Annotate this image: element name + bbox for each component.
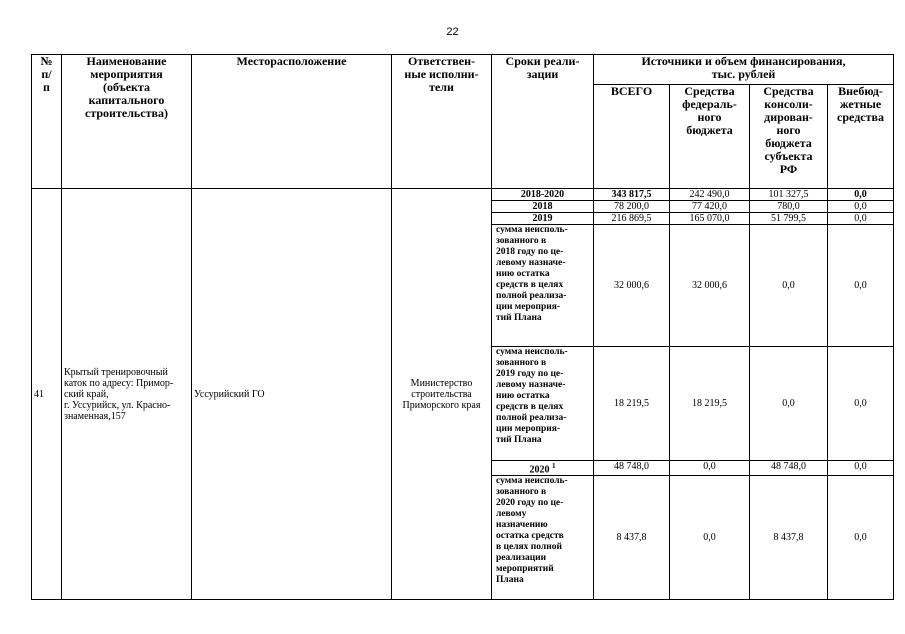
federal-cell: 0,0 <box>670 476 750 600</box>
extra-cell: 0,0 <box>828 213 894 225</box>
extra-cell: 0,0 <box>828 461 894 476</box>
table-row <box>32 189 894 201</box>
header-sources: Источники и объем финансирования, тыс. рублей <box>594 55 894 85</box>
header-terms: Сроки реали- зации <box>492 55 594 189</box>
term-note-cell: сумма неисполь- зованного в 2019 году по це- левому назначе- нию остатка средств в целях полной реализа- ции мероприя- тий Плана <box>492 347 594 461</box>
header-responsible: Ответствен- ные исполни- тели <box>392 55 492 189</box>
regional-cell: 48 748,0 <box>750 461 828 476</box>
extra-cell: 0,0 <box>828 189 894 201</box>
federal-cell: 32 000,6 <box>670 225 750 347</box>
header-location: Месторасположение <box>192 55 392 189</box>
federal-cell: 18 219,5 <box>670 347 750 461</box>
term-cell: 2018-2020 <box>492 189 594 201</box>
total-cell: 343 817,5 <box>594 189 670 201</box>
total-cell: 78 200,0 <box>594 201 670 213</box>
header-row-1 <box>32 55 894 85</box>
header-extra: Внебюд- жетные средства <box>828 85 894 189</box>
extra-cell: 0,0 <box>828 476 894 600</box>
extra-cell: 0,0 <box>828 225 894 347</box>
header-regional: Средства консоли- дирован- ного бюджета субъекта РФ <box>750 85 828 189</box>
regional-cell: 0,0 <box>750 225 828 347</box>
item-responsible: Министерство строительства Приморского края <box>392 189 492 600</box>
regional-cell: 0,0 <box>750 347 828 461</box>
financing-table <box>31 54 894 600</box>
item-location: Уссурийский ГО <box>192 189 392 600</box>
header-total: ВСЕГО <box>594 85 670 189</box>
term-label: 2020 <box>529 464 550 476</box>
item-name: Крытый тренировочный каток по адресу: Примор- ский край, г. Уссурийск, ул. Красно- знаменная,157 <box>62 189 192 600</box>
header-name: Наименование мероприятия (объекта капитального строительства) <box>62 55 192 189</box>
extra-cell: 0,0 <box>828 201 894 213</box>
extra-cell: 0,0 <box>828 347 894 461</box>
total-cell: 216 869,5 <box>594 213 670 225</box>
term-note-cell: сумма неисполь- зованного в 2020 году по це- левому назначению остатка средств в целях полной реализации мероприятий Плана <box>492 476 594 600</box>
term-cell <box>492 461 594 476</box>
total-cell: 48 748,0 <box>594 461 670 476</box>
header-num: № п/ п <box>32 55 62 189</box>
federal-cell: 77 420,0 <box>670 201 750 213</box>
term-cell: 2018 <box>492 201 594 213</box>
header-federal: Средства федераль- ного бюджета <box>670 85 750 189</box>
term-cell: 2019 <box>492 213 594 225</box>
page-number: 22 <box>446 26 459 38</box>
federal-cell: 242 490,0 <box>670 189 750 201</box>
regional-cell: 51 799,5 <box>750 213 828 225</box>
federal-cell: 165 070,0 <box>670 213 750 225</box>
total-cell: 8 437,8 <box>594 476 670 600</box>
regional-cell: 780,0 <box>750 201 828 213</box>
total-cell: 18 219,5 <box>594 347 670 461</box>
term-note-cell: сумма неисполь- зованного в 2018 году по це- левому назначе- нию остатка средств в целях полной реализа- ции мероприя- тий Плана <box>492 225 594 347</box>
regional-cell: 8 437,8 <box>750 476 828 600</box>
regional-cell: 101 327,5 <box>750 189 828 201</box>
total-cell: 32 000,6 <box>594 225 670 347</box>
federal-cell: 0,0 <box>670 461 750 476</box>
footnote-mark: 1 <box>552 462 556 470</box>
item-number: 41 <box>32 189 62 600</box>
